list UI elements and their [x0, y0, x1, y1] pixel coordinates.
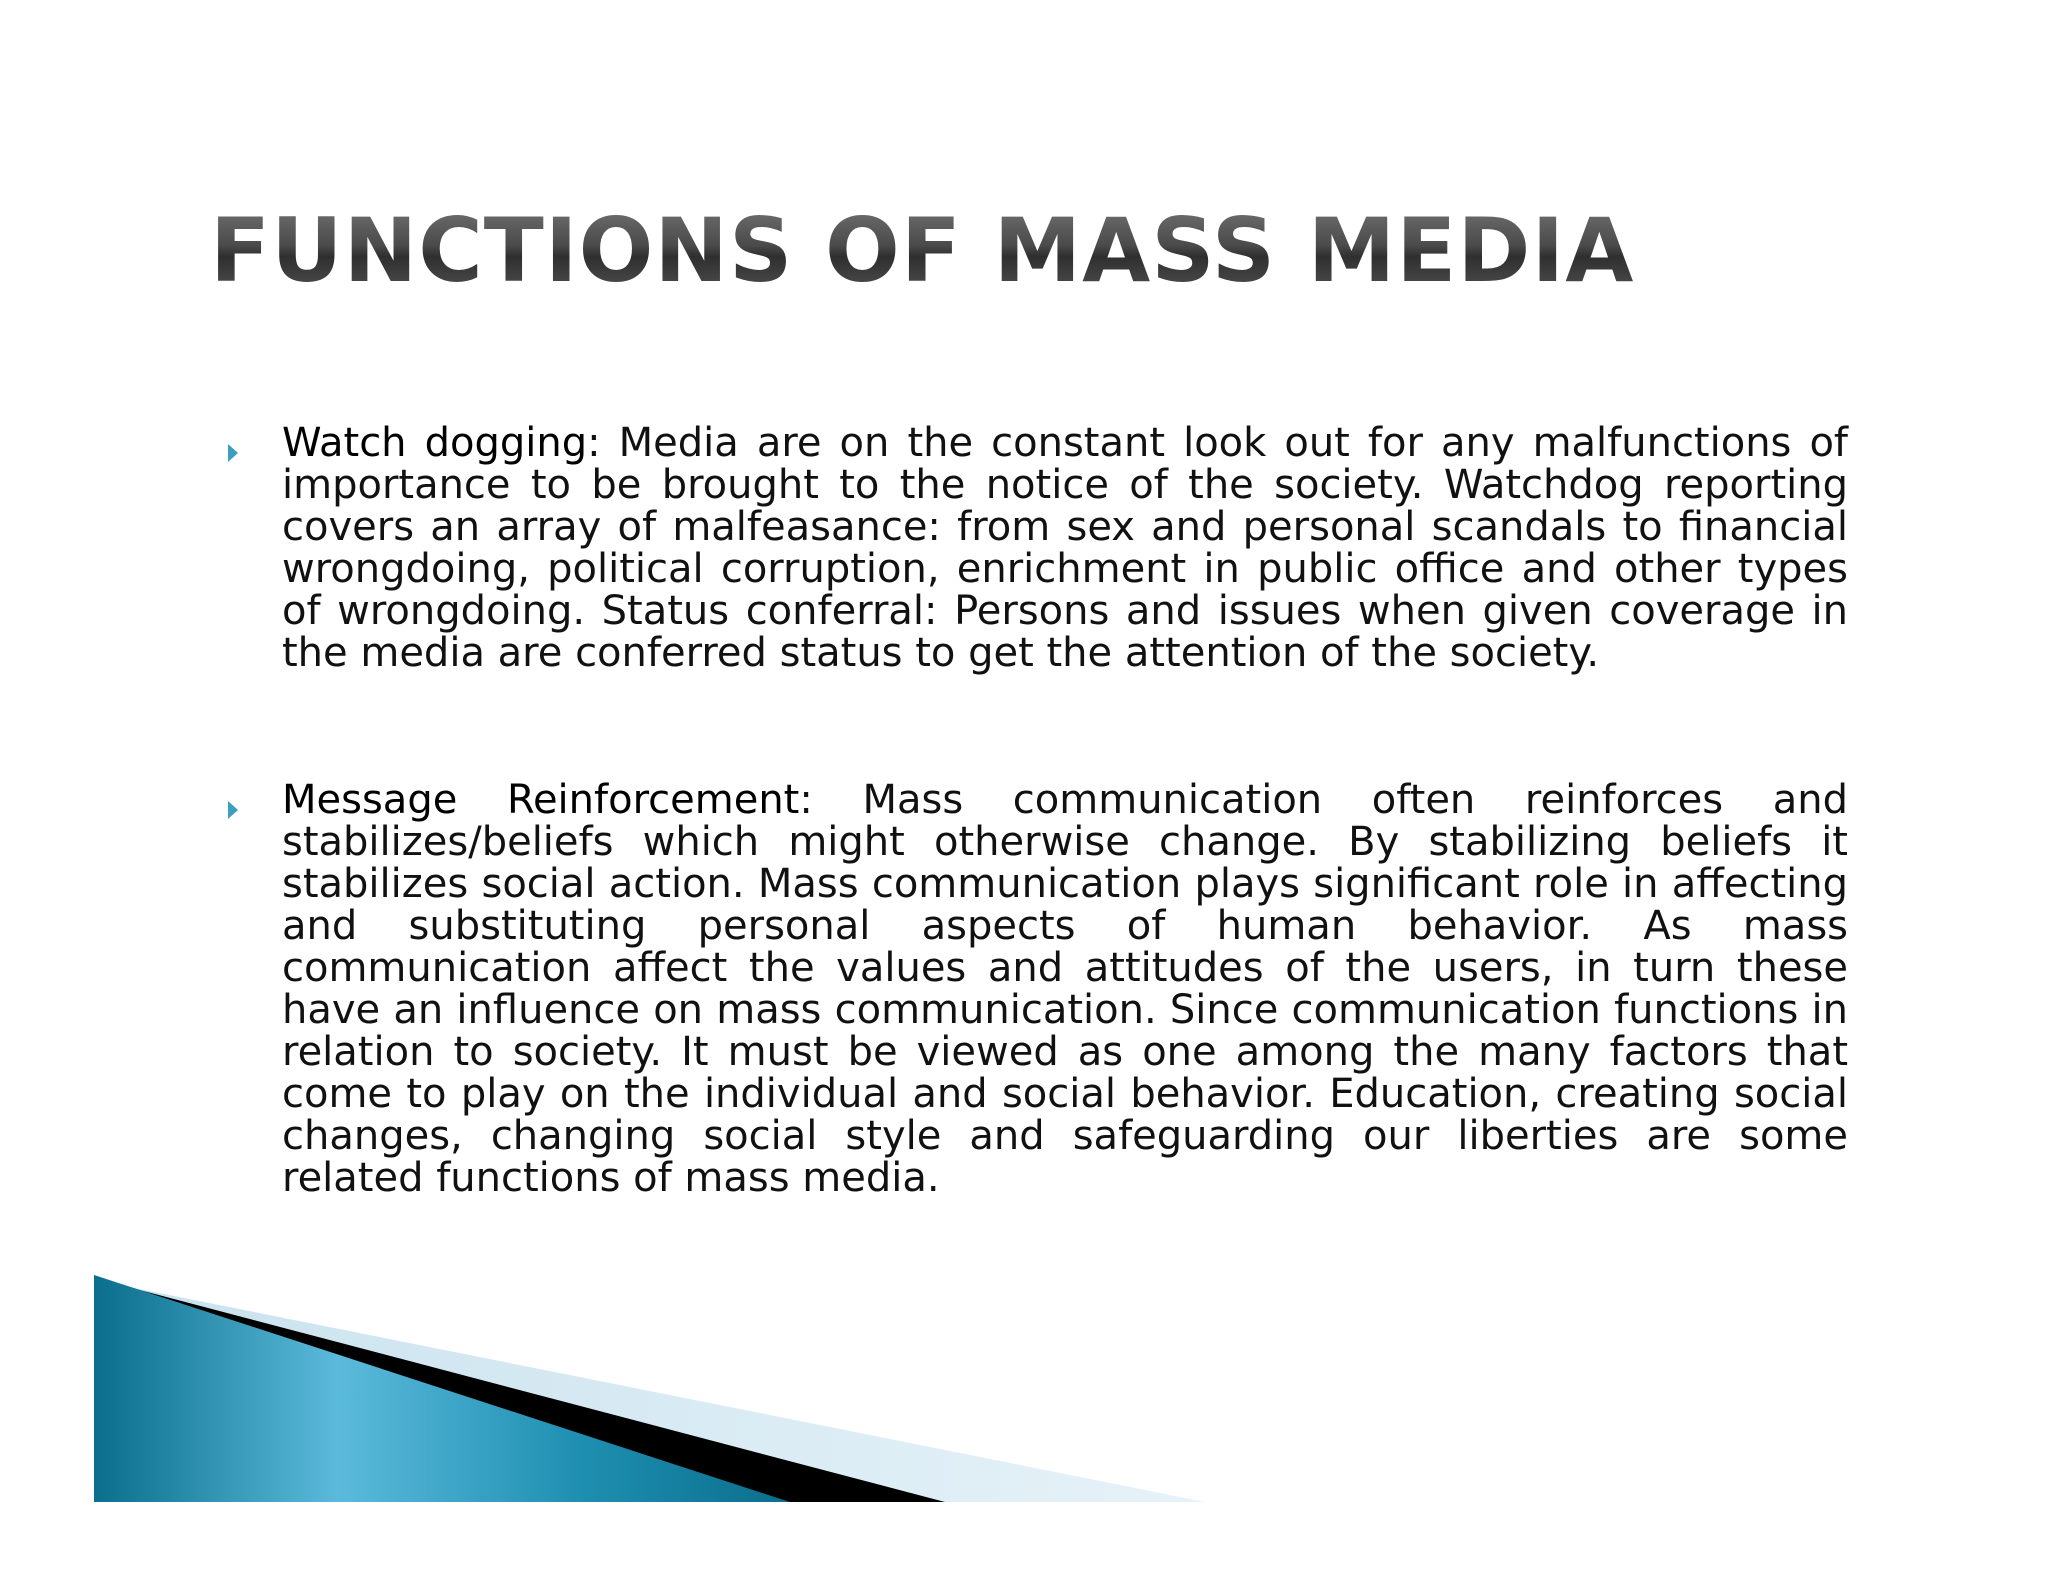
bullet-body: : Mass communication often reinforces and stabilizes/beliefs which might otherwise change. By stabilizing beliefs it stabilizes social action. Mass communication plays significant role in affecting and substituting personal aspects of human behavior. As mass communication affect the values and attitudes of the users, in turn these have an influence on mass communication. Since communication functions in relation to society. It must be viewed as one among the many factors that come to play on the individual and social behavior. Education, creating social changes, changing social style and safeguarding our liberties are some related functions of mass media.: [282, 777, 1848, 1201]
bullet-term: Message Reinforcement: [282, 777, 800, 823]
slide-title: FUNCTIONS OF MASS MEDIA: [210, 196, 1634, 306]
bullet-term: Watch dogging: [282, 420, 588, 466]
bullet-body: : Media are on the constant look out for any malfunctions of importance to be brought to the notice of the society. Watchdog reporting covers an array of malfeasance: from sex and personal scandals to financial wrongdoing, political corruption, enrichment in public office and other types of wrongdoing. Status conferral: Persons and issues when given coverage in the media are conferred status to get the attention of the society.: [282, 420, 1848, 676]
